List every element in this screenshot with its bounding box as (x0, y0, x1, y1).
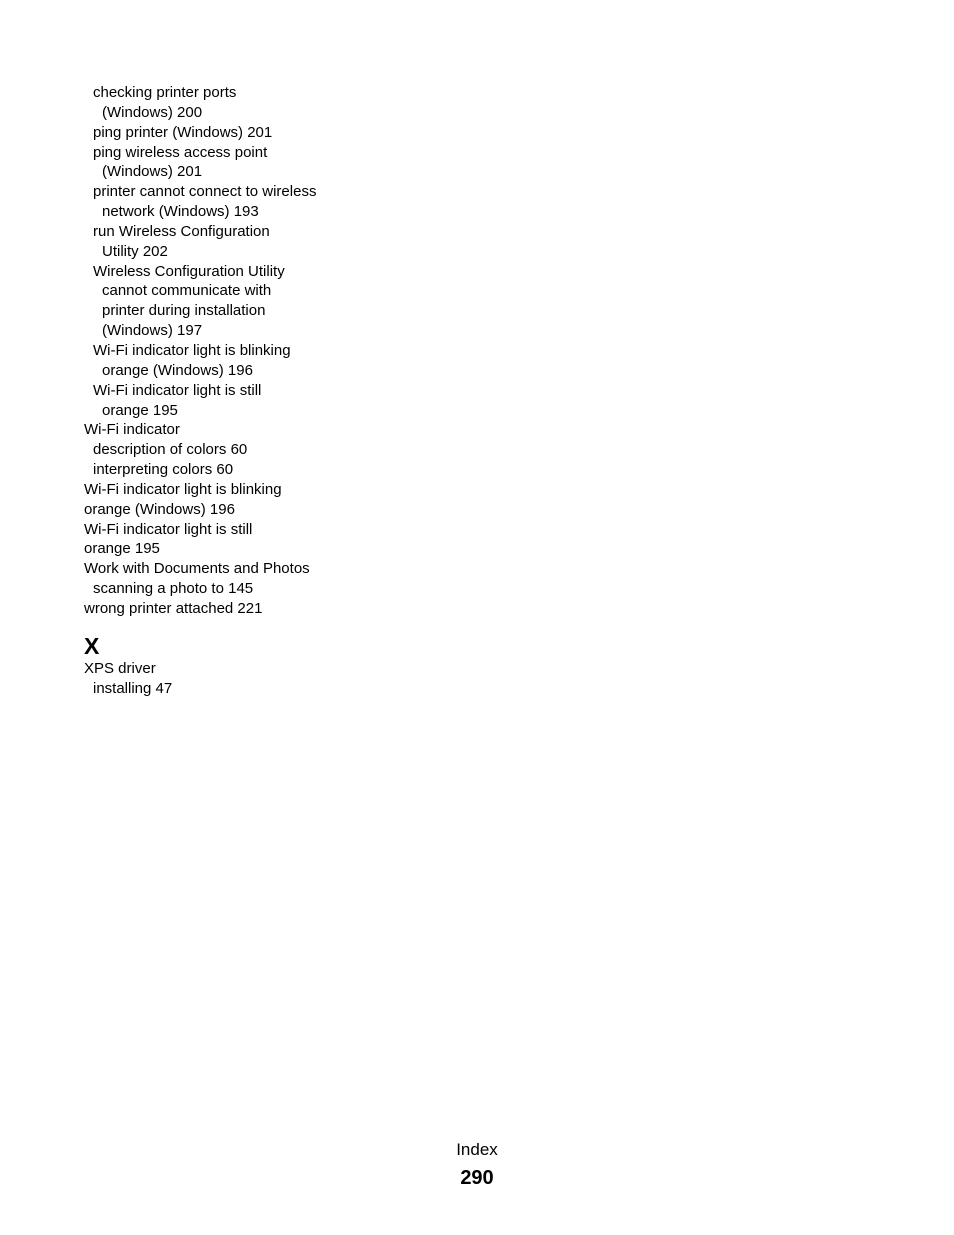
index-entry: wrong printer attached 221 (84, 599, 263, 617)
index-column (84, 83, 384, 698)
index-entry: (Windows) 200 (102, 103, 203, 121)
index-entry: scanning a photo to 145 (93, 580, 254, 598)
index-entry: orange (Windows) 196 (84, 500, 235, 518)
index-entry: Wi-Fi indicator light is blinking (84, 480, 282, 498)
footer-page-number: 290 (460, 1167, 494, 1189)
footer-section-name: Index (456, 1140, 498, 1159)
index-entry: cannot communicate with (102, 282, 272, 300)
index-entry: XPS driver (84, 659, 156, 677)
index-entry: description of colors 60 (93, 441, 248, 459)
index-entry: Wi-Fi indicator light is still (84, 520, 253, 538)
index-entries-w (84, 83, 384, 619)
index-entry: (Windows) 201 (102, 163, 203, 181)
index-section-letter: X (84, 632, 100, 659)
index-entry: Wi-Fi indicator light is blinking (93, 341, 291, 359)
index-entry: Utility 202 (102, 242, 168, 260)
index-entry: interpreting colors 60 (93, 461, 234, 479)
index-entry: ping printer (Windows) 201 (93, 123, 273, 141)
index-entry: run Wireless Configuration (93, 222, 270, 240)
index-entry: checking printer ports (93, 84, 237, 101)
index-entry: Work with Documents and Photos (84, 560, 310, 578)
index-entry: printer during installation (102, 302, 266, 320)
index-entry: orange (Windows) 196 (102, 361, 253, 379)
index-entry: network (Windows) 193 (102, 203, 259, 221)
index-entry: orange 195 (102, 401, 178, 419)
index-entry: (Windows) 197 (102, 322, 203, 340)
index-entry: printer cannot connect to wireless (93, 183, 317, 201)
index-entry: orange 195 (84, 540, 160, 558)
index-entry: ping wireless access point (93, 143, 268, 161)
index-entry: Wi-Fi indicator light is still (93, 381, 262, 399)
index-entry: installing 47 (93, 679, 173, 697)
index-entry: Wi-Fi indicator (84, 421, 180, 439)
index-entries-x (84, 659, 384, 699)
index-entry: Wireless Configuration Utility (93, 262, 285, 280)
